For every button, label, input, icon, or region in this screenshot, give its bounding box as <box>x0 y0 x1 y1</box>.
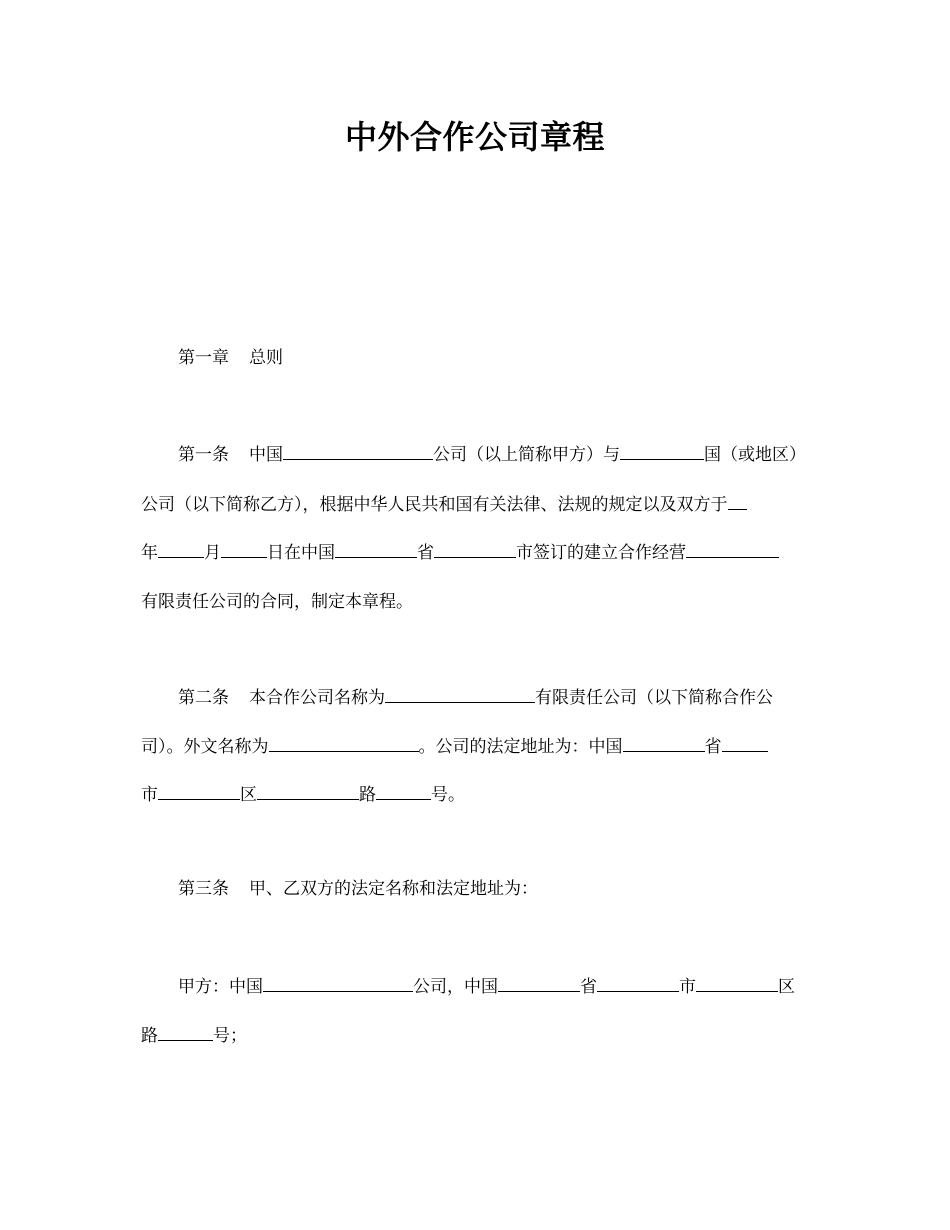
article1-label: 第一条 <box>178 445 229 465</box>
document-title: 中外合作公司章程 <box>344 118 605 156</box>
fill-blank <box>686 541 779 558</box>
chapter-label: 第一章 <box>178 348 229 368</box>
fill-blank <box>376 783 431 800</box>
fill-blank <box>722 735 768 752</box>
text-segment: 号； <box>213 1026 247 1046</box>
fill-blank <box>158 541 204 558</box>
fill-blank <box>335 541 417 558</box>
text-segment: 市 <box>679 977 696 997</box>
text-segment: 省 <box>580 977 597 997</box>
fill-blank <box>696 975 778 992</box>
party-a-line1 <box>141 975 811 998</box>
fill-blank <box>385 686 535 703</box>
text-segment: 有限责任公司（以下简称合作公 <box>535 688 773 708</box>
fill-blank <box>434 541 516 558</box>
party-a-line2 <box>141 1024 811 1047</box>
text-segment: 省 <box>704 737 722 757</box>
fill-blank <box>283 443 433 460</box>
fill-blank <box>498 975 580 992</box>
fill-blank <box>597 975 679 992</box>
text-segment: 甲、乙双方的法定名称和法定地址为： <box>249 879 538 899</box>
text-segment: 月 <box>204 543 221 563</box>
text-segment: 路 <box>359 785 376 805</box>
text-segment: 公司（以上简称甲方）与 <box>433 445 620 465</box>
article3-label: 第三条 <box>178 879 229 899</box>
article2-line1 <box>141 686 811 709</box>
text-segment: 本合作公司名称为 <box>249 688 385 708</box>
article2-line2 <box>141 735 811 758</box>
text-segment: 市 <box>141 785 158 805</box>
fill-blank <box>257 783 359 800</box>
text-segment: 省 <box>417 543 434 563</box>
text-segment: 市签订的建立合作经营 <box>516 543 686 563</box>
text-segment: 中国 <box>249 445 283 465</box>
fill-blank <box>620 443 704 460</box>
chapter-title: 总则 <box>249 348 283 368</box>
article2-line3 <box>141 783 811 806</box>
text-segment: 司）。外文名称为 <box>141 737 269 757</box>
fill-blank <box>263 975 413 992</box>
text-segment: 日在中国 <box>267 543 335 563</box>
fill-blank <box>269 735 419 752</box>
fill-blank <box>221 541 267 558</box>
article2-label: 第二条 <box>178 688 229 708</box>
fill-blank <box>623 735 705 752</box>
text-segment: 路 <box>141 1026 158 1046</box>
text-segment: 公司（以下简称乙方），根据中华人民共和国有关法律、法规的规定以及双方于 <box>141 495 728 515</box>
text-segment: 有限责任公司的合同，制定本章程。 <box>141 592 413 612</box>
article1-line4 <box>141 591 811 613</box>
article1-line3 <box>141 541 811 564</box>
text-segment: 。公司的法定地址为：中国 <box>418 737 623 757</box>
text-segment: 区 <box>778 977 795 997</box>
text-segment: 甲方：中国 <box>178 977 263 997</box>
text-segment: 公司，中国 <box>413 977 498 997</box>
text-segment: 年 <box>141 543 158 563</box>
chapter-heading <box>141 347 811 369</box>
text-segment: 国（或地区） <box>704 445 806 465</box>
text-segment: 区 <box>240 785 257 805</box>
text-segment: 号。 <box>431 785 465 805</box>
fill-blank <box>158 783 240 800</box>
fill-blank <box>158 1024 213 1041</box>
article3-line1 <box>141 878 811 900</box>
fill-blank <box>728 493 747 510</box>
article1-line2 <box>141 493 811 516</box>
article1-line1 <box>141 443 811 466</box>
